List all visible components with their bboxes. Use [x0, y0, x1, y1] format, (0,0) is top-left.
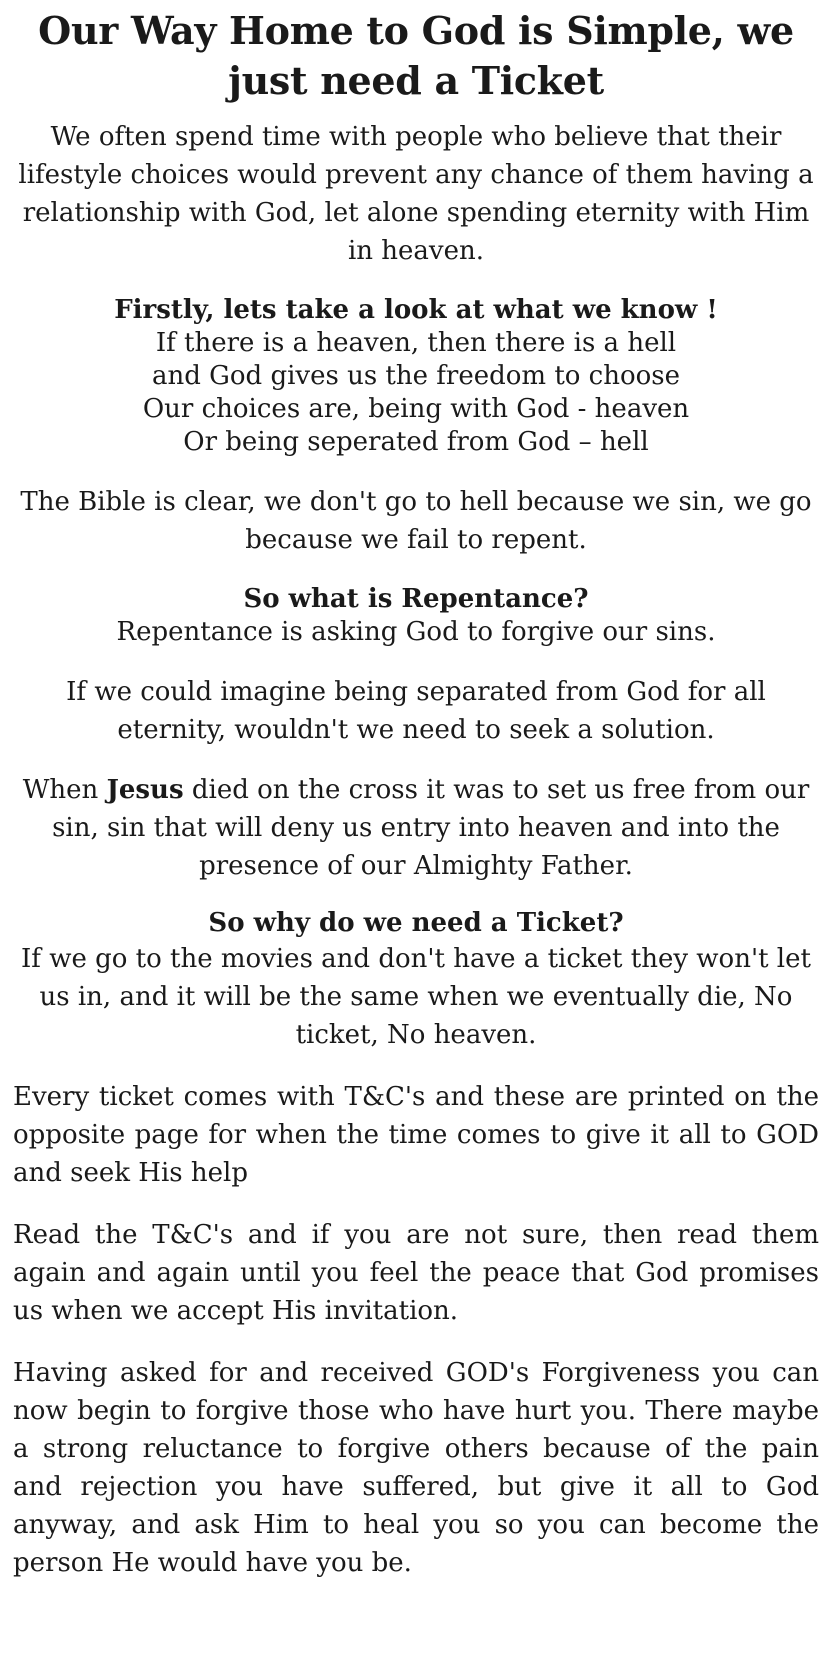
jesus-text-after: died on the cross it was to set us free from our sin, sin that will deny us entry into heaven and into the presence of our Almighty Father.: [52, 775, 810, 881]
terms-paragraph: Every ticket comes with T&C's and these are printed on the opposite page for when the time comes to give it all to GOD and seek His help: [13, 1082, 819, 1188]
what-we-know-line: Our choices are, being with God - heaven: [142, 394, 690, 424]
repentance-section: [13, 583, 819, 649]
what-we-know-heading: Firstly, lets take a look at what we know !: [114, 295, 718, 325]
jesus-paragraph: [13, 771, 819, 885]
what-we-know-section: [13, 294, 819, 459]
page-title: Our Way Home to God is Simple, we just need a Ticket: [38, 8, 794, 103]
read-terms-paragraph: Read the T&C's and if you are not sure, then read them again and again until you feel the peace that God promises us when we accept His invitation.: [13, 1220, 819, 1326]
ticket-heading: So why do we need a Ticket?: [208, 908, 624, 938]
what-we-know-line: and God gives us the freedom to choose: [151, 361, 681, 391]
what-we-know-line: If there is a heaven, then there is a hell: [155, 328, 677, 358]
intro-paragraph: We often spend time with people who believe that their lifestyle choices would prevent any chance of them having a relationship with God, let alone spending eternity with Him in heaven.: [18, 122, 814, 266]
ticket-text: If we go to the movies and don't have a ticket they won't let us in, and it will be the same when we eventually die, No ticket, No heaven.: [21, 944, 811, 1050]
bible-clear-paragraph: The Bible is clear, we don't go to hell because we sin, we go because we fail to repent.: [20, 487, 812, 555]
repentance-heading: So what is Repentance?: [243, 584, 589, 614]
jesus-name: Jesus: [106, 775, 184, 805]
jesus-text-before: When: [22, 775, 107, 805]
what-we-know-line: Or being seperated from God – hell: [183, 427, 649, 457]
forgiveness-paragraph: Having asked for and received GOD's Forgiveness you can now begin to forgive those who have hurt you. There maybe a strong reluctance to forgive others because of the pain and rejection you have suffered, but give it all to God anyway, and ask Him to heal you so you can become the person He would have you be.: [13, 1358, 819, 1578]
ticket-section: [13, 907, 819, 1054]
repentance-text: Repentance is asking God to forgive our sins.: [116, 617, 716, 647]
imagine-paragraph: If we could imagine being separated from God for all eternity, wouldn't we need to seek a solution.: [66, 677, 766, 745]
